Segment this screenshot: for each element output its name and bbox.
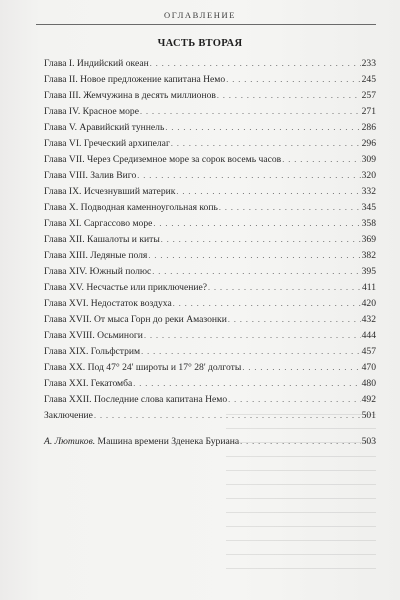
toc-entry-label: Глава II. Новое предложение капитана Немо (44, 74, 226, 85)
dot-leader (176, 184, 360, 200)
dot-leader (161, 232, 361, 248)
toc-entry-page: 444 (361, 330, 376, 341)
toc-entry-page: 358 (361, 218, 376, 229)
toc-entry-label: Заключение (44, 410, 93, 421)
toc-entry (44, 120, 376, 136)
running-header: ОГЛАВЛЕНИЕ (163, 10, 237, 20)
toc-entry-label: Глава IX. Исчезнувший материк (44, 186, 176, 197)
toc-entry-label: Глава VII. Через Средиземное море за сорок восемь часов (44, 154, 282, 165)
toc-entry-label: Глава III. Жемчужина в десять миллионов (44, 90, 216, 101)
toc-entry (44, 168, 376, 184)
toc-entry-label: Глава V. Аравийский туннель (44, 122, 165, 133)
toc-entry-label: Глава VIII. Залив Виго (44, 170, 137, 181)
toc-entry (44, 392, 376, 408)
toc-entry-label: Глава X. Подводная каменноугольная копь (44, 202, 218, 213)
toc-entry-label: Глава XVI. Недостаток воздуха (44, 298, 172, 309)
table-of-contents (44, 56, 376, 450)
toc-entry-page: 245 (361, 74, 376, 85)
dot-leader (228, 392, 360, 408)
toc-entry (44, 408, 376, 424)
dot-leader (240, 434, 360, 450)
toc-entry-label: Глава IV. Красное море (44, 106, 139, 117)
toc-entry (44, 296, 376, 312)
toc-entry-page: 492 (361, 394, 376, 405)
toc-entry-page: 480 (361, 378, 376, 389)
toc-entry-label: Глава XIV. Южный полюс (44, 266, 152, 277)
dot-leader (94, 408, 361, 424)
toc-entry (44, 56, 376, 72)
toc-entry-page: 501 (361, 410, 376, 421)
toc-entry-label: Глава XV. Несчастье или приключение? (44, 282, 208, 293)
toc-entry-label: Глава XIX. Гольфстрим (44, 346, 141, 357)
toc-entry-label: Глава VI. Греческий архипелаг (44, 138, 170, 149)
toc-entry (44, 152, 376, 168)
toc-entry-page: 432 (361, 314, 376, 325)
dot-leader (217, 88, 361, 104)
toc-entry-page: 369 (361, 234, 376, 245)
section-gap (44, 424, 376, 434)
toc-entry-page: 271 (361, 106, 376, 117)
toc-entry-page: 296 (361, 138, 376, 149)
dot-leader (153, 216, 360, 232)
toc-entry-afterword (44, 434, 376, 450)
toc-entry (44, 248, 376, 264)
dot-leader (242, 360, 360, 376)
toc-entry (44, 264, 376, 280)
toc-entry (44, 216, 376, 232)
toc-entry-page: 411 (361, 282, 376, 293)
afterword-title: Машина времени Зденека Буриана (95, 436, 240, 447)
toc-entry-label: Глава XI. Саргассово море (44, 218, 153, 229)
dot-leader (150, 56, 361, 72)
toc-entry (44, 232, 376, 248)
toc-entry (44, 280, 376, 296)
dot-leader (173, 296, 361, 312)
toc-entry-page: 286 (361, 122, 376, 133)
toc-entry (44, 312, 376, 328)
toc-entry-page: 345 (361, 202, 376, 213)
toc-entry-label: Глава XX. Под 47° 24' широты и 17° 28' долготы (44, 362, 242, 373)
toc-entry-page: 332 (361, 186, 376, 197)
dot-leader (165, 120, 360, 136)
dot-leader (133, 376, 360, 392)
toc-entry (44, 184, 376, 200)
toc-entry-label: Глава XXII. Последние слова капитана Немо (44, 394, 228, 405)
dot-leader (208, 280, 361, 296)
toc-entry (44, 136, 376, 152)
toc-entry-label: Глава XXI. Гекатомба (44, 378, 133, 389)
dot-leader (148, 248, 360, 264)
toc-entry-page: 420 (361, 298, 376, 309)
part-title: ЧАСТЬ ВТОРАЯ (157, 38, 243, 49)
toc-entry (44, 72, 376, 88)
header-rule (36, 24, 376, 25)
dot-leader (152, 264, 360, 280)
afterword-author: А. Лютиков. (44, 436, 96, 447)
toc-entry-page: 470 (361, 362, 376, 373)
dot-leader (171, 136, 361, 152)
toc-entry-page: 503 (361, 436, 376, 447)
toc-entry (44, 88, 376, 104)
toc-entry-page: 320 (361, 170, 376, 181)
toc-entry (44, 344, 376, 360)
dot-leader (226, 72, 360, 88)
toc-entry-page: 395 (361, 266, 376, 277)
toc-entry (44, 328, 376, 344)
toc-entry (44, 200, 376, 216)
toc-entry-page: 233 (361, 58, 376, 69)
toc-entry-page: 382 (361, 250, 376, 261)
toc-entry-label: Глава XVII. От мыса Горн до реки Амазонки (44, 314, 227, 325)
toc-entry-label: Глава XIII. Ледяные поля (44, 250, 148, 261)
dot-leader (219, 200, 361, 216)
toc-entry-label: Глава XII. Кашалоты и киты (44, 234, 160, 245)
dot-leader (140, 104, 361, 120)
toc-entry (44, 376, 376, 392)
toc-entry (44, 360, 376, 376)
toc-entry-label (44, 434, 239, 450)
toc-entry-page: 257 (361, 90, 376, 101)
dot-leader (282, 152, 360, 168)
dot-leader (228, 312, 361, 328)
toc-entry-page: 309 (361, 154, 376, 165)
toc-entry-label: Глава XVIII. Осьминоги (44, 330, 143, 341)
toc-entry-label: Глава I. Индийский океан (44, 58, 149, 69)
toc-entry-page: 457 (361, 346, 376, 357)
dot-leader (137, 168, 360, 184)
dot-leader (144, 328, 361, 344)
dot-leader (141, 344, 361, 360)
toc-entry (44, 104, 376, 120)
